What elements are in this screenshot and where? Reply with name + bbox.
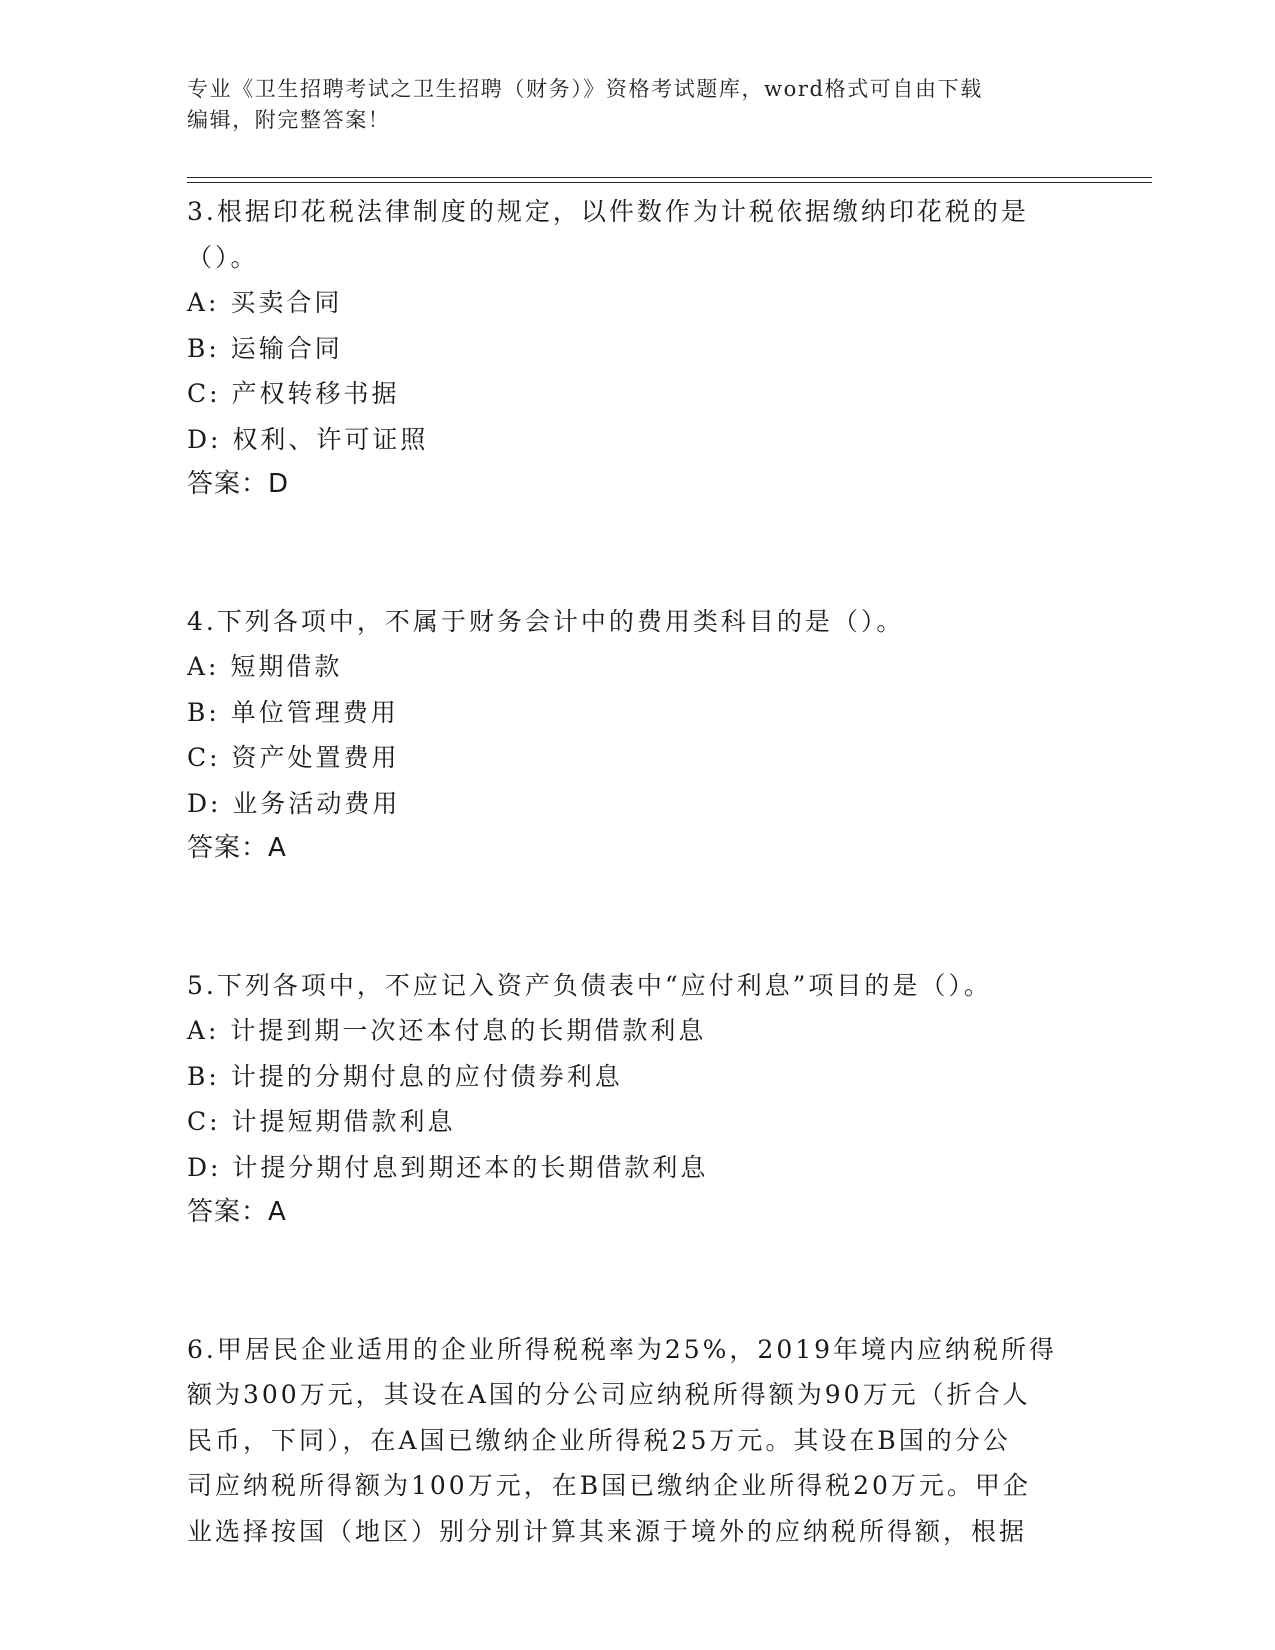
question-5-option-d: D: 计提分期付息到期还本的长期借款利息	[187, 1152, 709, 1182]
document-header	[187, 74, 1067, 136]
question-6-text-line-2: 额为300万元，其设在A国的分公司应纳税所得额为90万元（折合人	[187, 1380, 1031, 1409]
question-5-answer: 答案：A	[187, 1197, 287, 1227]
question-5-option-b: B: 计提的分期付息的应付债券利息	[187, 1061, 623, 1091]
question-3	[187, 189, 1077, 508]
question-6	[187, 1327, 1077, 1555]
question-4	[187, 599, 1077, 872]
question-5-option-a: A: 计提到期一次还本付息的长期借款利息	[187, 1016, 707, 1045]
question-3-text-line-1: 3.根据印花税法律制度的规定，以件数作为计税依据缴纳印花税的是	[187, 197, 1029, 226]
question-3-text-line-2: （）。	[187, 242, 259, 272]
question-3-option-d: D: 权利、许可证照	[187, 424, 429, 454]
header-divider-bottom	[187, 182, 1152, 183]
question-4-option-a: A: 短期借款	[187, 652, 343, 681]
question-3-option-b: B: 运输合同	[187, 333, 343, 363]
question-4-option-c: C: 资产处置费用	[187, 743, 400, 772]
spacer	[187, 508, 1077, 599]
question-5-text: 5.下列各项中，不应记入资产负债表中“应付利息”项目的是（）。	[187, 970, 992, 1000]
spacer	[187, 872, 1077, 963]
question-3-option-a: A: 买卖合同	[187, 288, 343, 317]
question-3-answer: 答案：D	[187, 469, 290, 499]
question-5-option-c: C: 计提短期借款利息	[187, 1107, 456, 1136]
question-4-option-b: B: 单位管理费用	[187, 697, 399, 727]
header-line-2: 编辑，附完整答案！	[187, 108, 391, 132]
question-6-text-line-5: 业选择按国（地区）别分别计算其来源于境外的应纳税所得额，根据	[187, 1516, 1028, 1546]
spacer	[187, 1236, 1077, 1327]
header-divider-top	[187, 177, 1152, 178]
question-list	[187, 189, 1077, 1554]
question-6-text-line-3: 民币，下同），在A国已缴纳企业所得税25万元。其设在B国的分公	[187, 1425, 1011, 1455]
header-line-1: 专业《卫生招聘考试之卫生招聘（财务）》资格考试题库，word格式可自由下载	[187, 77, 983, 101]
question-4-text: 4.下列各项中，不属于财务会计中的费用类科目的是（）。	[187, 606, 905, 636]
question-5	[187, 963, 1077, 1236]
question-6-text-line-4: 司应纳税所得额为100万元，在B国已缴纳企业所得税20万元。甲企	[187, 1471, 1031, 1500]
question-6-text-line-1: 6.甲居民企业适用的企业所得税税率为25%，2019年境内应纳税所得	[187, 1334, 1058, 1364]
question-3-option-c: C: 产权转移书据	[187, 379, 400, 408]
question-4-answer: 答案：A	[187, 833, 287, 863]
question-4-option-d: D: 业务活动费用	[187, 788, 401, 818]
